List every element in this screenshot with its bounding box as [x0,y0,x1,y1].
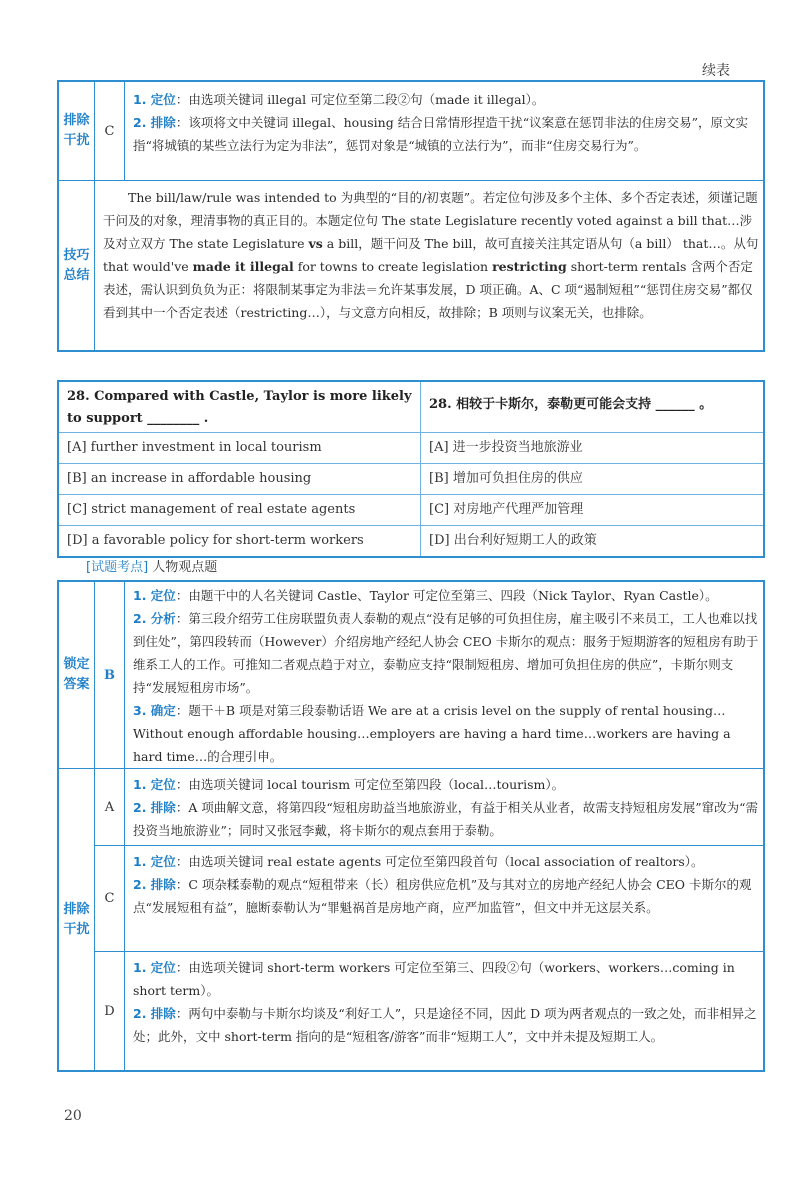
question-stem-en: 28. Compared with Castle, Taylor is more likely to support ________ . [59,382,421,432]
question-28-table [57,380,765,558]
option-c-en: [C] strict management of real estate agents [59,495,421,525]
option-a-en: [A] further investment in local tourism [59,433,421,463]
point-confirm: 3. 确定：题干＋B 项是对第三段泰勒话语 We are at a crisis level on the supply of rental housing…Without enough affordable housing…employers are having a hard time…workers are having a hard time…的合理引申。 [133,703,731,764]
option-c-zh: [C] 对房地产代理严加管理 [429,502,584,517]
option-d-en: [D] a favorable policy for short-term workers [59,526,421,556]
skill-summary-text: The bill/law/rule was intended to 为典型的“目的/初衷题”。若定位句涉及多个主体、多个否定表述，须谨记题干问及的对象，理清事物的真正目的。本题定位句 The state Legislature recently voted against a bill that…涉及对立双方 The state Legislature vs a bill，题干问及 The bill，故可直接关注其定语从句（a bill） that…。从句 that would've made it illegal for towns to create legislation restricting short-term rentals 含两个否定表述，需认识到负负为正：将限制某事定为非法＝允许某事发展，D 项正确。A、C 项“遏制短租”“惩罚住房交易”都仅看到其中一个否定表述（restricting…），与文意方向相反，故排除；B 项则与议案无关，也排除。 [103,190,759,320]
analysis-box-continued [57,80,765,352]
option-row [59,494,763,525]
continued-table-label: 续表 [702,63,730,79]
option-a-zh: [A] 进一步投资当地旅游业 [429,440,583,455]
point-exclude: 2. 排除：该项将文中关键词 illegal、housing 结合日常情形捏造干扰“议案意在惩罚非法的住房交易”，原文实指“将城镇的某些立法行为定为非法”，惩罚对象是“城镇的立法行为”，而非“住房交易行为”。 [133,115,748,153]
row-label-exclude: 排除干扰 [59,769,95,1070]
point-locate: 1. 定位：由选项关键词 short-term workers 可定位至第三、四段②句（workers、workers…coming in short term）。 [133,960,735,998]
option-letter: C [95,846,125,951]
exclude-a-explanation [133,773,761,842]
exclude-c-explanation [133,850,761,919]
row-label-skill-summary: 技巧总结 [59,181,95,350]
question-stem-zh: 28. 相较于卡斯尔，泰勒更可能会支持 ______ 。 [429,397,713,412]
sub-row-divider [95,845,763,846]
option-letter: A [95,769,125,845]
option-letter: D [95,952,125,1070]
point-locate: 1. 定位：由题干中的人名关键词 Castle、Taylor 可定位至第三、四段（Nick Taylor、Ryan Castle）。 [133,588,718,603]
option-letter: C [95,82,125,180]
option-b-en: [B] an increase in affordable housing [59,464,421,494]
answer-letter: B [95,582,125,768]
option-d-zh: [D] 出台利好短期工人的政策 [429,533,597,548]
point-locate: 1. 定位：由选项关键词 illegal 可定位至第二段②句（made it illegal）。 [133,92,545,107]
point-analyze: 2. 分析：第三段介绍劳工住房联盟负责人泰勒的观点“没有足够的可负担住房，雇主吸引不来员工，工人也难以找到住处”，第四段转而（However）介绍房地产经纪人协会 CEO 卡斯尔的观点：服务于短期游客的短租房有助于维系工人的工作。可推知二者观点趋于对立，泰勒应支持“限制短租房、增加可负担住房的供应”，卡斯尔则支持“发展短租房市场”。 [133,611,759,695]
page-number: 20 [64,1108,82,1124]
point-exclude: 2. 排除：C 项杂糅泰勒的观点“短租带来（长）租房供应危机”及与其对立的房地产经纪人协会 CEO 卡斯尔的观点“发展短租有益”，臆断泰勒认为“罪魁祸首是房地产商，应严加监管”，但文中并无这层关系。 [133,877,752,915]
option-row [59,525,763,556]
point-locate: 1. 定位：由选项关键词 local tourism 可定位至第四段（local…tourism）。 [133,777,565,792]
row-label-answer: 锁定答案 [59,582,95,768]
row-divider [59,768,763,769]
option-row [59,463,763,494]
answer-explanation [133,584,761,768]
analysis-box-q28 [57,580,765,1072]
point-exclude: 2. 排除：A 项曲解文意，将第四段“短租房助益当地旅游业，有益于相关从业者，故需支持短租房发展”窜改为“需投资当地旅游业”；同时又张冠李戴，将卡斯尔的观点套用于泰勒。 [133,800,758,838]
sub-row-divider [95,951,763,952]
exclude-c-explanation [133,88,761,157]
exclude-d-explanation [133,956,761,1048]
option-row [59,432,763,463]
test-point-heading: [试题考点] 人物观点题 [86,560,218,575]
row-divider [59,180,763,181]
option-b-zh: [B] 增加可负担住房的供应 [429,471,583,486]
question-stem-row [59,382,763,432]
point-locate: 1. 定位：由选项关键词 real estate agents 可定位至第四段首句（local association of realtors）。 [133,854,704,869]
point-exclude: 2. 排除：两句中泰勒与卡斯尔均谈及“利好工人”，只是途径不同，因此 D 项为两者观点的一致之处，而非相异之处；此外，文中 short-term 指向的是“短租客/游客”而非“短期工人”，文中并未提及短期工人。 [133,1006,757,1044]
row-label-exclude: 排除干扰 [59,82,95,180]
